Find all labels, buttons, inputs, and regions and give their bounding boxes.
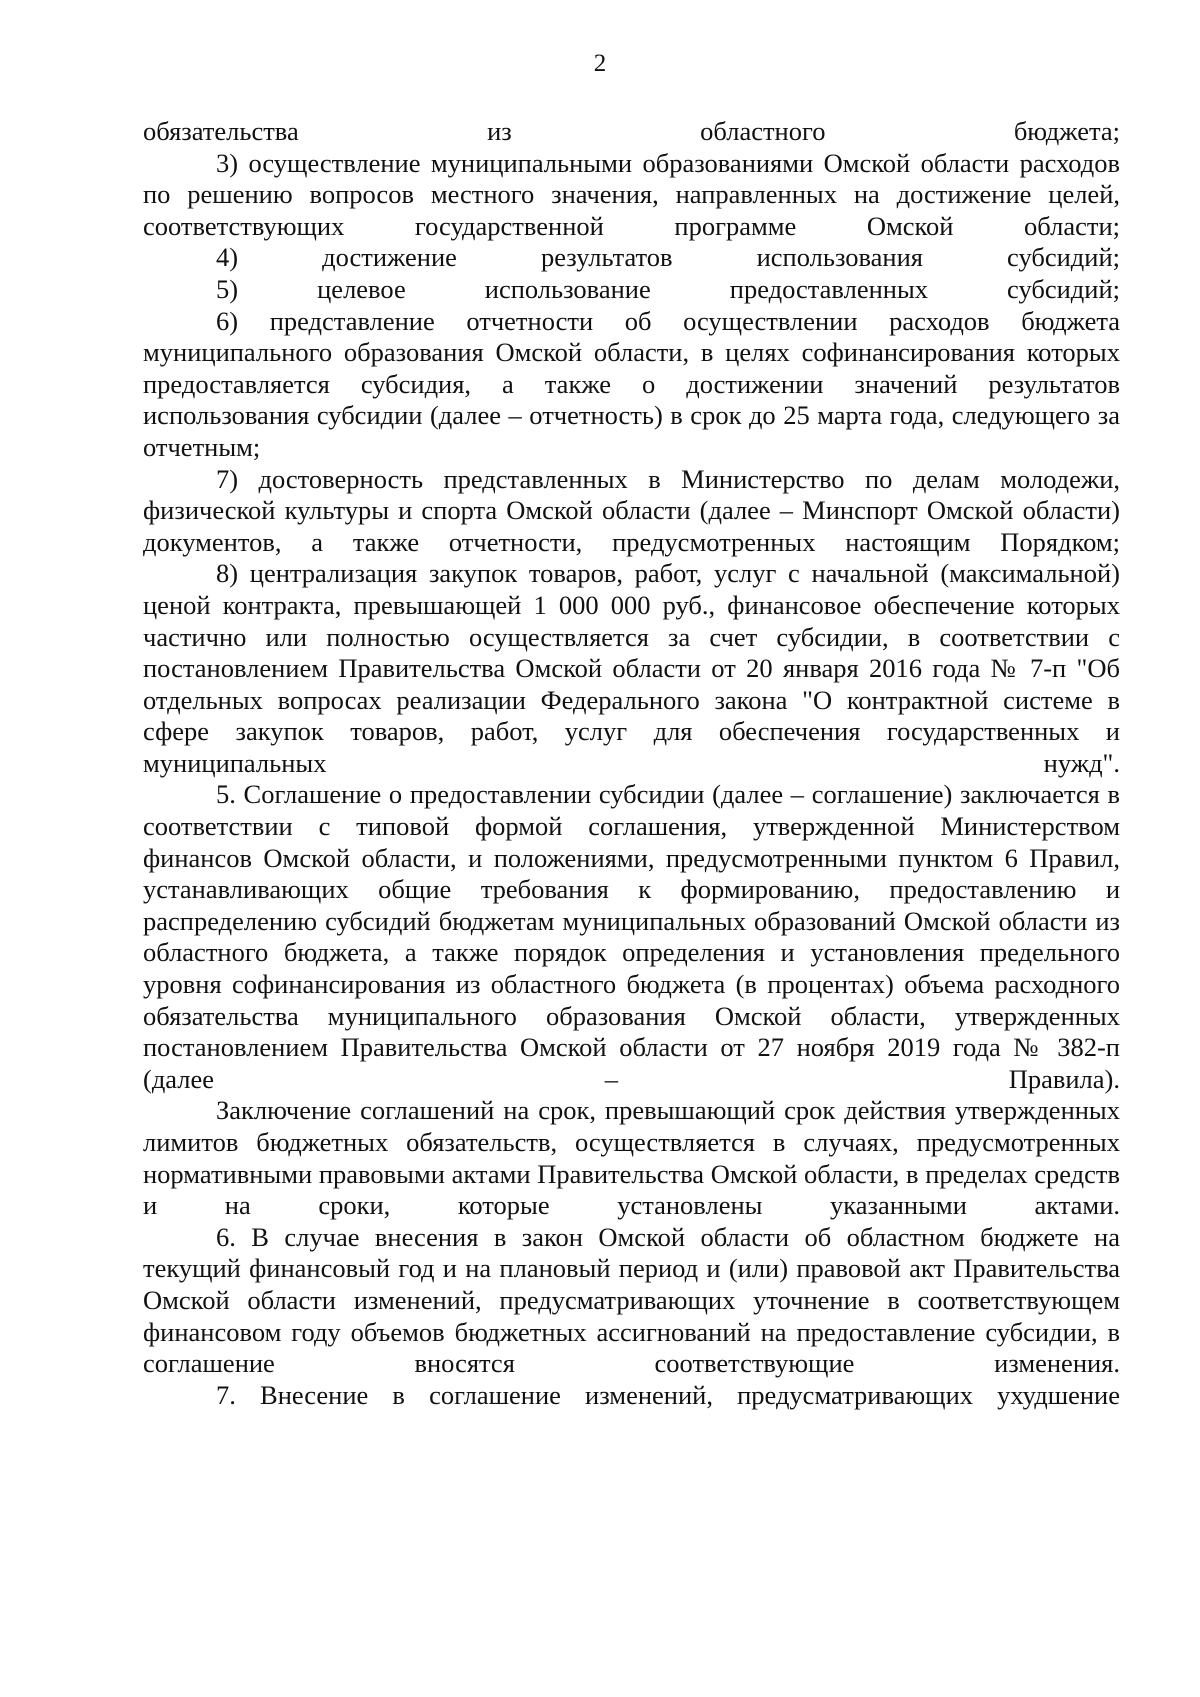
paragraph-7: 8) централизация закупок товаров, работ, услуг с начальной (максимальной) ценой контракта, превышающей 1 000 000 руб., финансовое обеспечение которых частично или полностью осуществляется за счет субсидии, в соответствии с постановлением Правительства Омской области от 20 января 2016 года № 7-п "Об отдельных вопросах реализации Федерального закона "О контрактной системе в сфере закупок товаров, работ, услуг для обеспечения государственных и муниципальных нужд". (143, 558, 1120, 778)
paragraph-6: 7) достоверность представленных в Министерство по делам молодежи, физической культуры и спорта Омской области (далее – Минспорт Омской области) документов, а также отчетности, предусмотренных настоящим Порядком; (143, 463, 1120, 557)
paragraph-8: 5. Соглашение о предоставлении субсидии (далее – соглашение) заключается в соответствии с типовой формой соглашения, утвержденной Министерством финансов Омской области, и положениями, предусмотренными пунктом 6 Правил, устанавливающих общие требования к формированию, предоставлению и распределению субсидий бюджетам муниципальных образований Омской области из областного бюджета, а также порядок определения и установления предельного уровня софинансирования из областного бюджета (в процентах) объема расходного обязательства муниципального образования Омской области, утвержденных постановлением Правительства Омской области от 27 ноября 2019 года № 382-п (далее – Правила). (143, 779, 1120, 1094)
paragraph-4: 5) целевое использование предоставленных субсидий; (216, 273, 1120, 304)
paragraph-2: 3) осуществление муниципальными образованиями Омской области расходов по решению вопросов местного значения, направленных на достижение целей, соответствующих государственной программе Омской области; (143, 147, 1120, 241)
paragraph-3: 4) достижение результатов использования субсидий; (216, 242, 1120, 273)
paragraph-11: 7. Внесение в соглашение изменений, предусматривающих ухудшение (216, 1379, 1120, 1410)
paragraph-1: обязательства из областного бюджета; (143, 116, 1120, 146)
paragraph-5: 6) представление отчетности об осуществлении расходов бюджета муниципального образования Омской области, в целях софинансирования которых предоставляется субсидия, а также о достижении значений результатов использования субсидии (далее – отчетность) в срок до 25 марта года, следующего за отчетным; (143, 305, 1120, 462)
document-body (143, 116, 1120, 1411)
paragraph-10: 6. В случае внесения в закон Омской области об областном бюджете на текущий финансовый год и на плановый период и (или) правовой акт Правительства Омской области изменений, предусматривающих уточнение в соответствующем финансовом году объемов бюджетных ассигнований на предоставление субсидии, в соглашение вносятся соответствующие изменения. (143, 1221, 1120, 1379)
paragraph-9: Заключение соглашений на срок, превышающий срок действия утвержденных лимитов бюджетных обязательств, осуществляется в случаях, предусмотренных нормативными правовыми актами Правительства Омской области, в пределах средств и на сроки, которые установлены указанными актами. (143, 1095, 1120, 1221)
page-number: 2 (593, 50, 607, 77)
